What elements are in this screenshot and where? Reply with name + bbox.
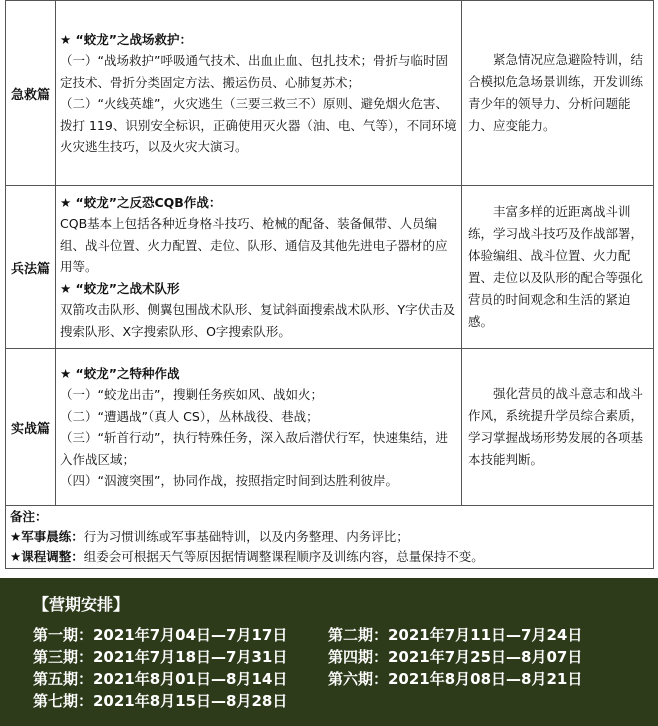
content-line: （一）“战场救护”呼吸通气技术、出血止血、包扎技术；骨折与临时固定技术、骨折分类固定方法、搬运伤员、心肺复苏术；: [60, 53, 448, 90]
note-item: [10, 527, 649, 547]
content-line: （四）“泅渡突围”，协同作战，按照指定时间到达胜利彼岸。: [60, 473, 398, 488]
content-line: （二）“遭遇战”（真人 CS），丛林战役、巷战；: [60, 408, 319, 424]
content-line: （一）“蛟龙出击”，搜剿任务疾如风、战如火；: [60, 387, 323, 402]
goal-text: 强化营员的战斗意志和战斗作风，系统提升学员综合素质，学习掌握战场形势发展的各项基本技能判断。: [468, 386, 644, 467]
content-cell: [56, 349, 462, 506]
category-cell: 实战篇: [6, 349, 56, 506]
content-line: CQB基本上包括各种近身格斗技巧、枪械的配备、装备佩带、人员编组、战斗位置、火力配置、走位、队形、通信及其他先进电子器材的应用等。: [60, 216, 448, 275]
phase-item: 第二期：2021年7月11日—7月24日: [328, 626, 583, 644]
goal-text: 紧急情况应急避险特训，结合模拟危急场景训练，开发训练青少年的领导力、分析问题能力、应变能力。: [468, 52, 644, 133]
notes-cell: [6, 506, 654, 569]
note-text: 组委会可根据天气等原因据情调整课程顺序及训练内容，总量保持不变。: [83, 549, 484, 564]
content-cell: [56, 186, 462, 349]
note-text: 行为习惯训练或军事基础特训，以及内务整理、内务评比；: [83, 529, 409, 544]
table-row: [6, 506, 654, 569]
phase-item: 第三期：2021年7月18日—7月31日: [33, 648, 288, 666]
note-key: ★军事晨练：: [10, 529, 84, 544]
section-subtitle: ★ “蛟龙”之反恐CQB作战：: [60, 194, 222, 210]
phase-item: 第四期：2021年7月25日—8月07日: [328, 648, 583, 666]
phase-item: 第七期：2021年8月15日—8月28日: [33, 692, 288, 710]
content-line: 双箭攻击队形、侧翼包围战术队形、复试斜面搜索战术队形、Y字伏击及搜索队形、X字搜索队形、O字搜索队形。: [60, 302, 456, 339]
content-line: （三）“斩首行动”，执行特殊任务，深入敌后潜伏行军，快速集结，进入作战区域；: [60, 430, 448, 467]
goal-cell: [462, 1, 654, 186]
phase-item: 第一期：2021年7月04日—7月17日: [33, 626, 288, 644]
schedule-title: 【营期安排】: [33, 595, 130, 614]
goal-cell: [462, 186, 654, 349]
phase-item: 第六期：2021年8月08日—8月21日: [328, 670, 583, 688]
category-cell: 急救篇: [6, 1, 56, 186]
phase-item: 第五期：2021年8月01日—8月14日: [33, 670, 288, 688]
notes-title: 备注：: [10, 509, 48, 524]
section-subtitle: ★ “蛟龙”之特种作战: [60, 365, 180, 381]
note-key: ★课程调整：: [10, 549, 84, 564]
category-cell: 兵法篇: [6, 186, 56, 349]
table-row: [6, 1, 654, 186]
table-row: [6, 186, 654, 349]
table-row: [6, 349, 654, 506]
content-line: （二）“火线英雄”，火灾逃生（三要三救三不）原则、避免烟火危害、拨打 119、识别安全标识，正确使用灭火器（油、电、气等），不同环境火灾逃生技巧，以及火灾大演习。: [60, 96, 457, 154]
note-item: [10, 547, 649, 567]
goal-cell: [462, 349, 654, 506]
course-table: [5, 0, 654, 569]
goal-text: 丰富多样的近距离战斗训练，学习战斗技巧及作战部署，体验编组、战斗位置、火力配置、走位以及队形的配合等强化营员的时间观念和生活的紧迫感。: [468, 204, 644, 329]
content-cell: [56, 1, 462, 186]
schedule-panel: [0, 578, 658, 726]
section-subtitle: ★ “蛟龙”之战场救护：: [60, 31, 192, 47]
section-subtitle: ★ “蛟龙”之战术队形: [60, 280, 180, 296]
